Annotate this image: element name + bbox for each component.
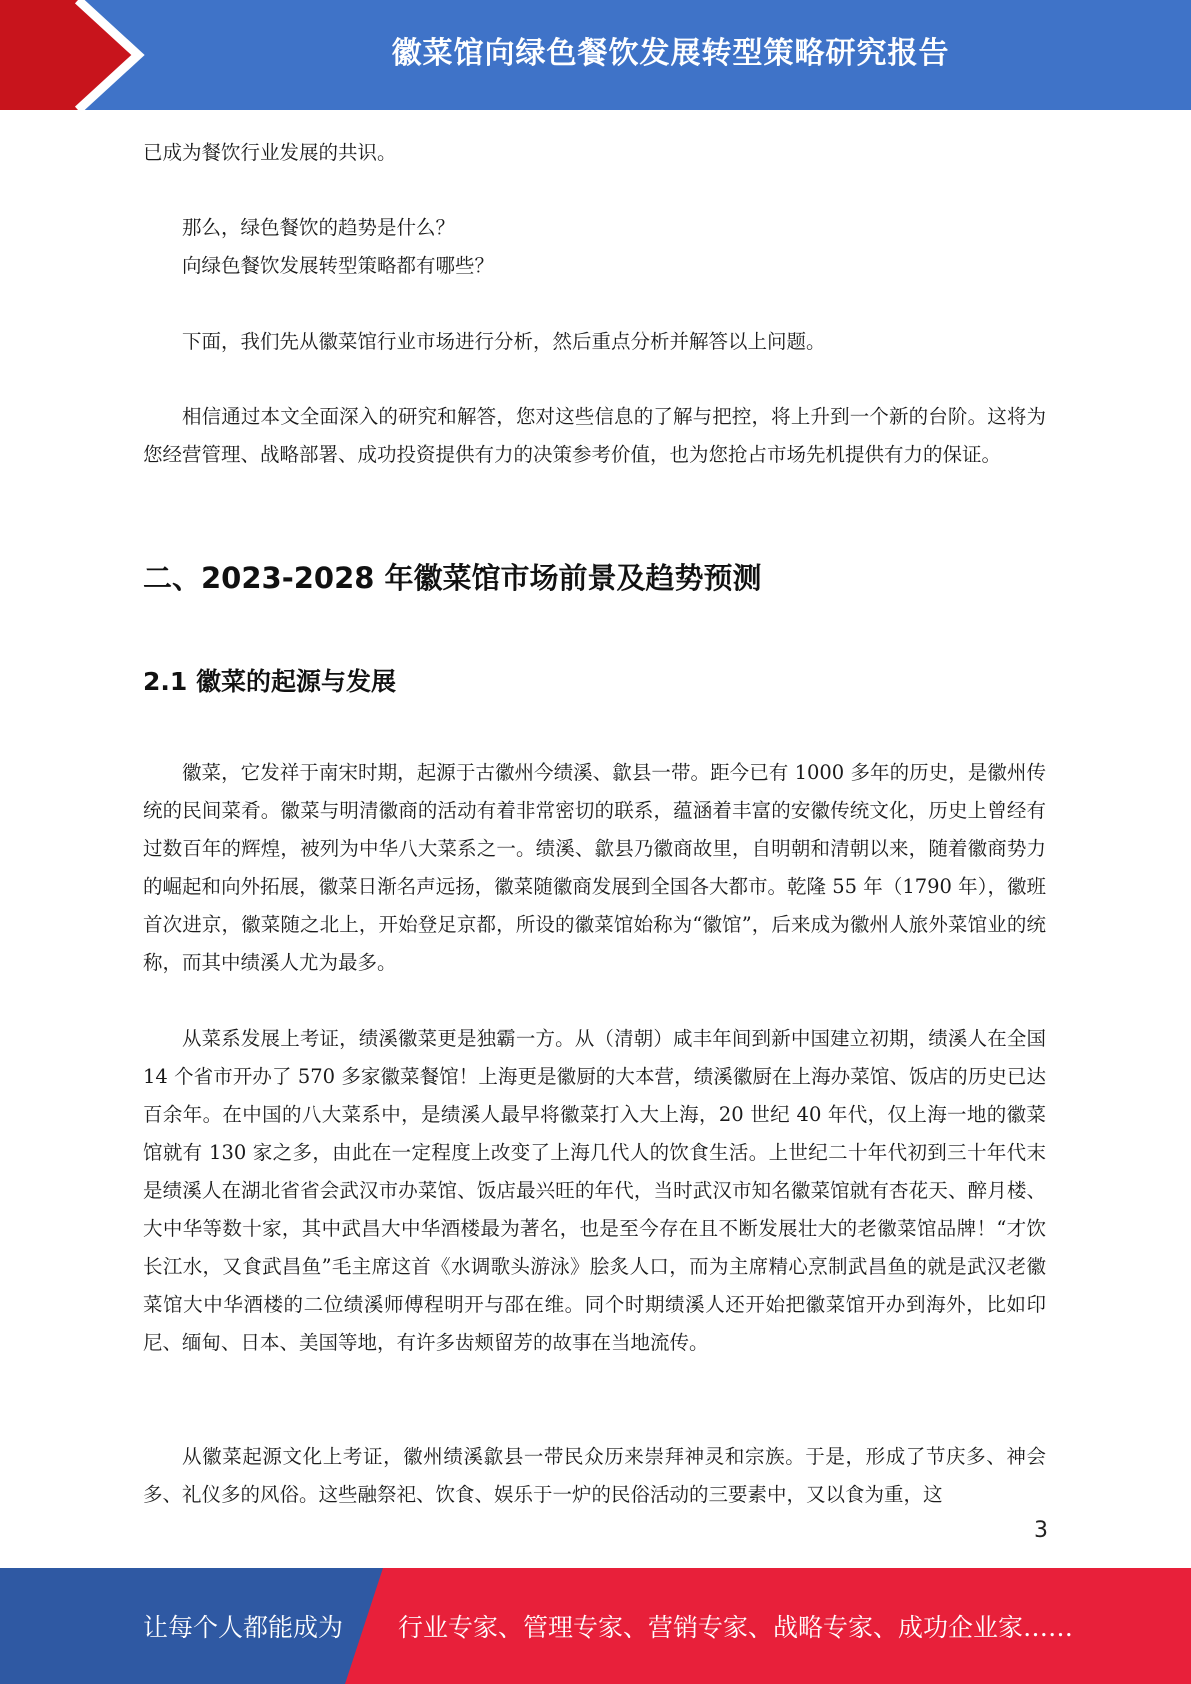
paragraph-trust: 相信通过本文全面深入的研究和解答，您对这些信息的了解与把控，将上升到一个新的台阶。这将为您经营管理、战略部署、成功投资提供有力的决策参考价值，也为您抢占市场先机提供有力的保证。 (143, 405, 1046, 466)
paragraph-origin: 徽菜，它发祥于南宋时期，起源于古徽州今绩溪、歙县一带。距今已有 1000 多年的历史，是徽州传统的民间菜肴。徽菜与明清徽商的活动有着非常密切的联系，蕴涵着丰富的安徽传统文化，历史上曾经有过数百年的辉煌，被列为中华八大菜系之一。绩溪、歙县乃徽商故里，自明朝和清朝以来，随着徽商势力的崛起和向外拓展，徽菜日渐名声远扬，徽菜随徽商发展到全国各大都市。乾隆 55 年（1790 年），徽班首次进京，徽菜随之北上，开始登足京都，所设的徽菜馆始称为“徽馆”，后来成为徽州人旅外菜馆业的统称，而其中绩溪人尤为最多。 (143, 761, 1046, 974)
page-number: 3 (1034, 1518, 1048, 1543)
section-heading: 二、2023-2028 年徽菜馆市场前景及趋势预测 (143, 561, 762, 595)
page-footer (0, 1568, 1191, 1684)
footer-slogan-left: 让每个人都能成为 (143, 1613, 344, 1642)
report-title: 徽菜馆向绿色餐饮发展转型策略研究报告 (391, 36, 950, 71)
paragraph-development: 从菜系发展上考证，绩溪徽菜更是独霸一方。从（清朝）咸丰年间到新中国建立初期，绩溪人在全国 14 个省市开办了 570 多家徽菜餐馆！上海更是徽厨的大本营，绩溪徽厨在上海办菜馆、饭店的历史已达百余年。在中国的八大菜系中，是绩溪人最早将徽菜打入大上海，20 世纪 40 年代，仅上海一地的徽菜馆就有 130 家之多，由此在一定程度上改变了上海几代人的饮食生活。上世纪二十年代初到三十年代末是绩溪人在湖北省省会武汉市办菜馆、饭店最兴旺的年代，当时武汉市知名徽菜馆就有杏花天、醉月楼、大中华等数十家，其中武昌大中华酒楼最为著名，也是至今存在且不断发展壮大的老徽菜馆品牌！“才饮长江水，又食武昌鱼”毛主席这首《水调歌头游泳》脍炙人口，而为主席精心烹制武昌鱼的就是武汉老徽菜馆大中华酒楼的二位绩溪师傅程明开与邵在维。同个时期绩溪人还开始把徽菜馆开办到海外，比如印尼、缅甸、日本、美国等地，有许多齿颊留芳的故事在当地流传。 (143, 1027, 1046, 1354)
footer-slogan-right: 行业专家、管理专家、营销专家、战略专家、成功企业家…… (398, 1613, 1074, 1642)
question-2: 向绿色餐饮发展转型策略都有哪些？ (182, 254, 495, 277)
subsection-heading: 2.1 徽菜的起源与发展 (143, 667, 396, 696)
question-1: 那么，绿色餐饮的趋势是什么？ (182, 216, 456, 239)
page-header (0, 0, 1191, 110)
paragraph-next: 下面，我们先从徽菜馆行业市场进行分析，然后重点分析并解答以上问题。 (182, 330, 826, 353)
paragraph-culture: 从徽菜起源文化上考证，徽州绩溪歙县一带民众历来崇拜神灵和宗族。于是，形成了节庆多、神会多、礼仪多的风俗。这些融祭祀、饮食、娱乐于一炉的民俗活动的三要素中，又以食为重，这 (143, 1445, 1046, 1506)
continued-line: 已成为餐饮行业发展的共识。 (143, 141, 397, 164)
